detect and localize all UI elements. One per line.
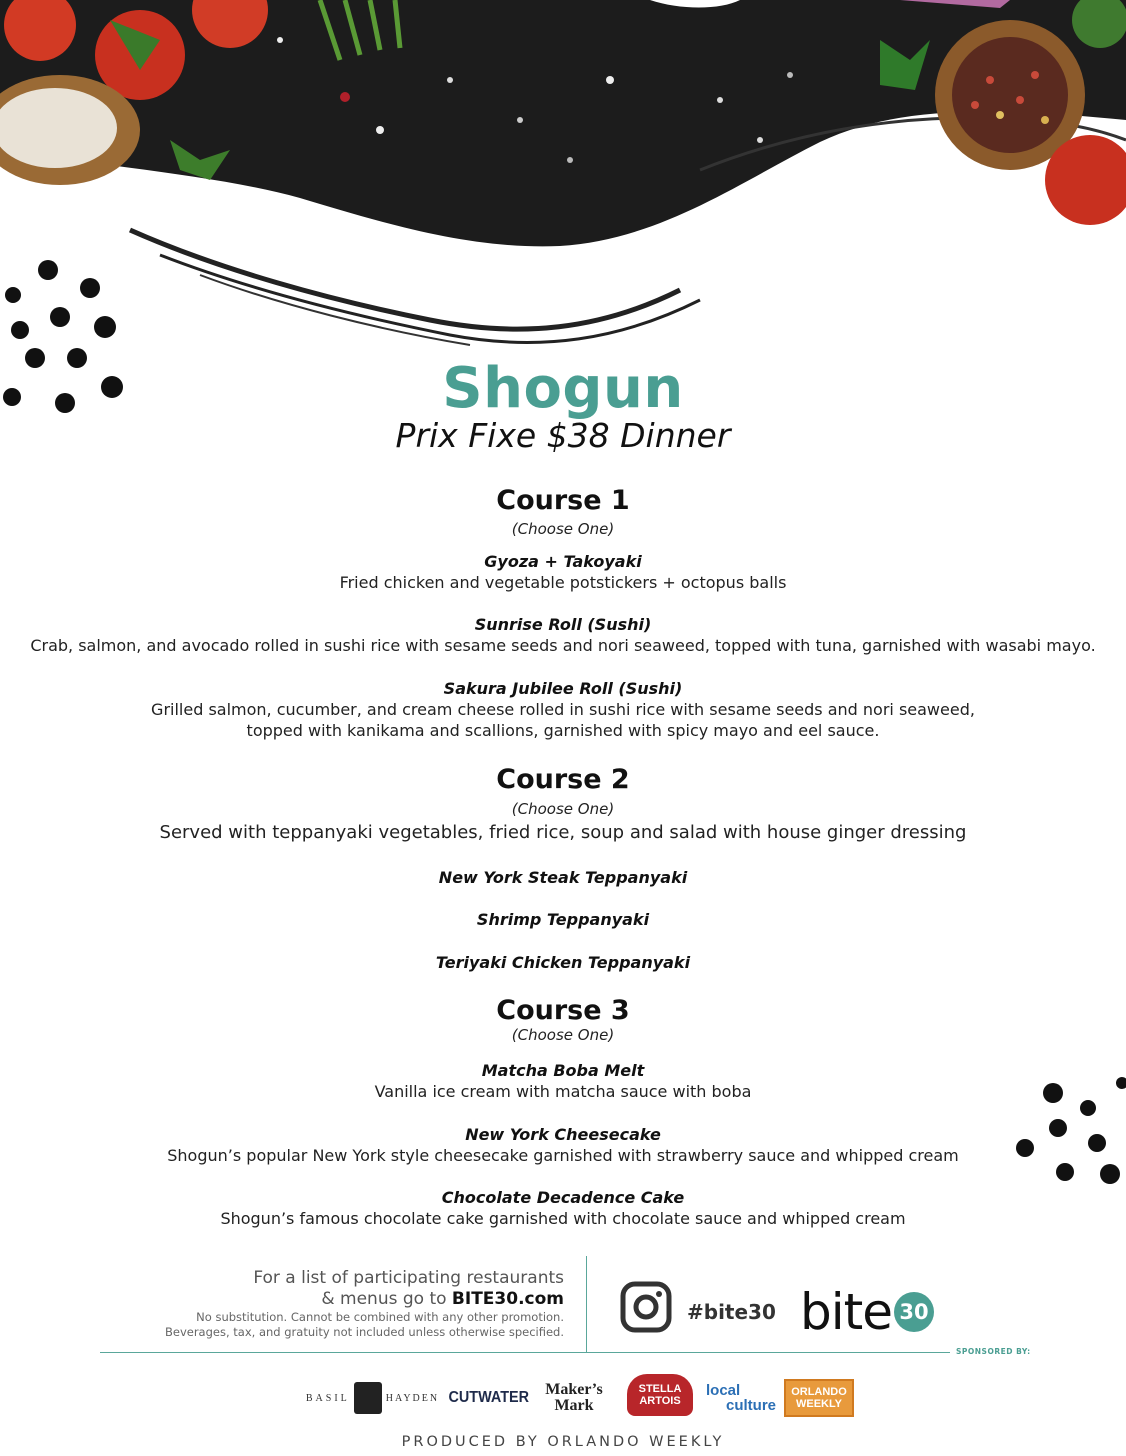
footer-line-2: & menus go to BITE30.com: [321, 1289, 564, 1309]
footer-info: [165, 1268, 564, 1340]
local-culture-logo: local culture: [706, 1382, 776, 1414]
produced-by: PRODUCED BY ORLANDO WEEKLY: [401, 1434, 725, 1450]
menu-item-name: Chocolate Decadence Cake: [441, 1188, 685, 1207]
orlando-weekly-logo: ORLANDO WEEKLY: [784, 1376, 854, 1420]
footer-fine-print-2: Beverages, tax, and gratuity not included unless otherwise specified.: [164, 1325, 564, 1339]
instagram-icon[interactable]: [620, 1281, 672, 1333]
menu-item-desc: Shogun’s famous chocolate cake garnished with chocolate sauce and whipped cream: [220, 1209, 906, 1228]
menu-item-name: Matcha Boba Melt: [481, 1061, 645, 1080]
footer-line-1: For a list of participating restaurants: [253, 1268, 564, 1288]
footer-divider-horizontal: [100, 1352, 950, 1353]
menu-item-name: Shrimp Teppanyaki: [476, 910, 650, 929]
menu-item-desc-line: topped with kanikama and scallions, garnished with spicy mayo and eel sauce.: [246, 721, 880, 740]
course-1-heading: Course 1: [496, 485, 630, 516]
course-2-choose: (Choose One): [511, 800, 615, 818]
cutwater-logo: CUTWATER: [448, 1389, 530, 1406]
basil-hayden-logo: BASIL HAYDEN: [305, 1376, 440, 1420]
bite30-link[interactable]: BITE30.com: [451, 1289, 564, 1309]
footer-fine-print-1: No substitution. Cannot be combined with any other promotion.: [196, 1310, 564, 1324]
restaurant-name: Shogun: [442, 356, 684, 421]
menu-item-name: New York Steak Teppanyaki: [438, 868, 688, 887]
menu-item-desc: Vanilla ice cream with matcha sauce with boba: [374, 1082, 752, 1101]
makers-mark-logo: Maker’s Mark: [545, 1381, 603, 1414]
menu-item-desc: Fried chicken and vegetable potstickers + octopus balls: [339, 573, 787, 592]
sponsored-by-label: SPONSORED BY:: [956, 1347, 1031, 1356]
course-1-choose: (Choose One): [511, 520, 615, 538]
menu-item-desc: Crab, salmon, and avocado rolled in sushi rice with sesame seeds and nori seaweed, topped with tuna, garnished with wasabi mayo.: [30, 636, 1096, 655]
course-3-heading: Course 3: [496, 995, 630, 1026]
menu-item-desc: Shogun’s popular New York style cheesecake garnished with strawberry sauce and whipped cream: [167, 1146, 959, 1165]
menu-item-name: Sakura Jubilee Roll (Sushi): [443, 679, 683, 698]
menu-item-name: New York Cheesecake: [465, 1125, 661, 1144]
stella-artois-logo: STELLA ARTOIS: [625, 1372, 695, 1418]
menu-item-desc-line: Grilled salmon, cucumber, and cream cheese rolled in sushi rice with sesame seeds and nori seaweed,: [151, 700, 975, 719]
basil-hayden-emblem-icon: [354, 1382, 382, 1414]
menu-item-name: Teriyaki Chicken Teppanyaki: [435, 953, 691, 972]
menu-item-name: Sunrise Roll (Sushi): [474, 615, 652, 634]
hashtag: #bite30: [687, 1300, 776, 1324]
menu-subtitle: Prix Fixe $38 Dinner: [395, 416, 731, 455]
hero-food-banner: [0, 0, 1126, 370]
bite30-logo: bite 30: [800, 1282, 934, 1342]
menu-item-name: Gyoza + Takoyaki: [484, 552, 642, 571]
footer-divider-vertical: [586, 1256, 587, 1352]
course-3-choose: (Choose One): [511, 1026, 615, 1044]
course-2-heading: Course 2: [496, 764, 630, 795]
course-2-note: Served with teppanyaki vegetables, fried rice, soup and salad with house ginger dressing: [159, 822, 967, 843]
